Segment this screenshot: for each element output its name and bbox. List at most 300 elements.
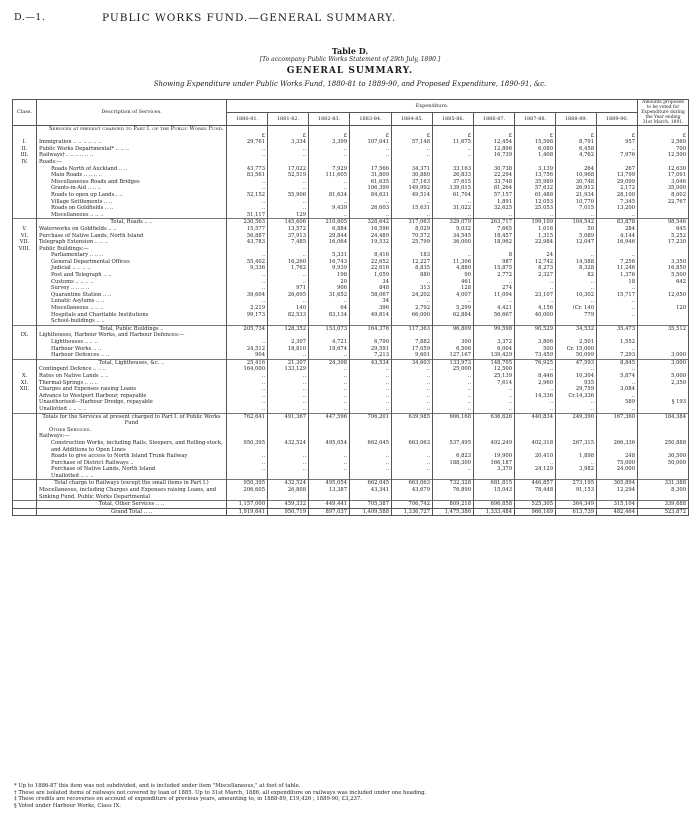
table-row [13, 179, 689, 186]
value-cell [515, 318, 556, 325]
table-row [13, 205, 689, 212]
value-cell: 8,328 [556, 265, 597, 272]
value-cell: 11,675 [433, 139, 474, 146]
value-cell: 8,845 [597, 359, 638, 366]
year-header: 1881-82. [268, 113, 309, 126]
value-cell: 188,300 [433, 460, 474, 467]
value-cell: 950,395 [227, 440, 268, 453]
value-cell: .. [433, 393, 474, 400]
class-cell [13, 466, 37, 473]
value-cell: .. [392, 460, 433, 467]
value-cell [392, 159, 433, 166]
table-row [13, 305, 689, 312]
value-cell: 1,552 [597, 339, 638, 346]
table-row [13, 285, 689, 292]
value-cell [309, 433, 350, 440]
value-cell: 23,107 [515, 292, 556, 299]
description-cell: Total, Other Services .. .. [37, 501, 227, 509]
value-cell: .. [268, 279, 309, 286]
value-cell: .. [350, 466, 392, 473]
class-cell [13, 133, 37, 140]
value-cell: 2,792 [392, 305, 433, 312]
class-cell [13, 406, 37, 413]
value-cell [556, 473, 597, 480]
value-cell: 16,743 [309, 259, 350, 266]
value-cell: 22,767 [638, 199, 689, 206]
table-row [13, 298, 689, 305]
value-cell [638, 406, 689, 413]
value-cell: 51,117 [227, 212, 268, 219]
value-cell: .. [227, 205, 268, 212]
value-cell: 19,532 [350, 239, 392, 246]
value-cell: 34 [350, 279, 392, 286]
value-cell [515, 427, 556, 434]
value-cell: 43,783 [227, 239, 268, 246]
value-cell: £ [638, 133, 689, 140]
value-cell: .. [433, 399, 474, 406]
description-cell: Unauthorised—Harbour Dredge, repayable [37, 399, 227, 406]
value-cell: .. [597, 298, 638, 305]
description-cell: Total, Roads .. .. [37, 219, 227, 226]
value-cell: .. [350, 406, 392, 413]
value-cell: 83,134 [309, 312, 350, 319]
value-cell: .. [350, 399, 392, 406]
value-cell: 55,402 [227, 259, 268, 266]
value-cell: 1,408 [515, 152, 556, 159]
value-cell [392, 126, 433, 133]
value-cell: .. [268, 199, 309, 206]
value-cell: 55,906 [268, 192, 309, 199]
value-cell: .. [556, 298, 597, 305]
description-cell: Totals for the Services at present charged to Part I. of Public Works Fund [37, 413, 227, 427]
class-cell: VII. [13, 239, 37, 246]
value-cell: 2,172 [597, 185, 638, 192]
value-cell [515, 246, 556, 253]
value-cell [350, 318, 392, 325]
value-cell: 49,814 [350, 312, 392, 319]
value-cell: 15,043 [474, 487, 515, 501]
value-cell: 1,336,727 [392, 508, 433, 516]
value-cell: 331,388 [638, 480, 689, 487]
value-cell: 104,542 [556, 219, 597, 226]
value-cell: .. [433, 152, 474, 159]
value-cell: 1,016 [515, 226, 556, 233]
value-cell [474, 246, 515, 253]
table-row [13, 487, 689, 501]
class-cell [13, 305, 37, 312]
value-cell: .. [309, 399, 350, 406]
value-cell [638, 473, 689, 480]
value-cell: 1,315 [515, 233, 556, 240]
value-cell [638, 126, 689, 133]
value-cell: 3,379 [474, 466, 515, 473]
value-cell [350, 332, 392, 339]
value-cell: 50 [556, 226, 597, 233]
value-cell: 935 [556, 380, 597, 387]
value-cell: 81,634 [309, 192, 350, 199]
value-cell: 3,372 [474, 339, 515, 346]
value-cell: £ [597, 133, 638, 140]
value-cell: 13,799 [597, 172, 638, 179]
value-cell [227, 126, 268, 133]
value-cell: 3,139 [515, 166, 556, 173]
value-cell: .. [309, 393, 350, 400]
table-row [13, 325, 689, 332]
value-cell: .. [515, 399, 556, 406]
value-cell: 13,756 [515, 172, 556, 179]
value-cell: .. [392, 146, 433, 153]
value-cell: .. [268, 373, 309, 380]
value-cell: 12,053 [515, 199, 556, 206]
value-cell: 13,200 [597, 205, 638, 212]
description-cell: Miscellaneous, including Charges and Expenses raising Loans, and Sinking Fund, Public Works Departmental [37, 487, 227, 501]
value-cell: 8 [474, 252, 515, 259]
class-cell [13, 393, 37, 400]
description-cell: Lunatic Asylums .. .. [37, 298, 227, 305]
value-cell: 30,748 [556, 179, 597, 186]
value-cell: 50,000 [638, 460, 689, 467]
value-cell: 24,489 [350, 233, 392, 240]
value-cell: £ [556, 133, 597, 140]
table-row [13, 199, 689, 206]
value-cell: 7,256 [597, 259, 638, 266]
value-cell: 99,598 [474, 325, 515, 332]
value-cell: 1,762 [268, 265, 309, 272]
value-cell: .. [474, 393, 515, 400]
value-cell: 3,000 [638, 359, 689, 366]
value-cell: 18 [597, 279, 638, 286]
value-cell: 779 [556, 312, 597, 319]
table-description: Showing Expenditure under Public Works Fund, 1880-81 to 1889-90, and Proposed Expenditure, 1890-91, &c. [153, 80, 547, 88]
value-cell: 21,934 [556, 192, 597, 199]
value-cell: 50,099 [556, 352, 597, 359]
value-cell: 24,202 [392, 292, 433, 299]
value-cell [309, 318, 350, 325]
value-cell [556, 159, 597, 166]
value-cell: 3,806 [515, 339, 556, 346]
value-cell [392, 332, 433, 339]
value-cell [392, 246, 433, 253]
value-cell [268, 332, 309, 339]
value-cell: 13,387 [309, 487, 350, 501]
value-cell: 206,605 [227, 487, 268, 501]
footnote: § Voted under Harbour Works, Class IX. [14, 802, 121, 809]
value-cell: 2,307 [268, 339, 309, 346]
value-cell: 613,739 [556, 508, 597, 516]
value-cell: 57,148 [392, 139, 433, 146]
value-cell: 9,439 [309, 205, 350, 212]
description-cell: Grand Total .. .. [37, 508, 227, 516]
value-cell: 128,352 [268, 325, 309, 332]
value-cell: .. [309, 460, 350, 467]
value-cell: Cr. 15,000 [556, 346, 597, 353]
footnotes [14, 783, 686, 809]
value-cell: .. [227, 380, 268, 387]
table-row [13, 159, 689, 166]
value-cell: 10,770 [556, 199, 597, 206]
value-cell [638, 159, 689, 166]
value-cell: 8,002 [638, 192, 689, 199]
value-cell: 2,350 [638, 380, 689, 387]
value-cell: £ [474, 133, 515, 140]
value-cell: .. [227, 399, 268, 406]
value-cell: 313 [392, 285, 433, 292]
value-cell: 16,596 [350, 226, 392, 233]
value-cell: 76,925 [515, 359, 556, 366]
value-cell [474, 433, 515, 440]
value-cell [268, 246, 309, 253]
value-cell: 267,315 [556, 440, 597, 453]
description-cell: Hospitals and Charitable Institutions [37, 312, 227, 319]
value-cell: .. [597, 406, 638, 413]
value-cell: 12,630 [638, 166, 689, 173]
value-cell: 99,173 [227, 312, 268, 319]
description-cell: Roads to give access to North Island Trunk Railway [37, 453, 227, 460]
value-cell: 6,790 [350, 339, 392, 346]
table-row [13, 139, 689, 146]
value-cell: .. [433, 252, 474, 259]
class-cell: II. [13, 146, 37, 153]
class-cell [13, 259, 37, 266]
value-cell [350, 473, 392, 480]
value-cell [227, 159, 268, 166]
value-cell: 25,139 [474, 373, 515, 380]
value-cell: .. [433, 466, 474, 473]
value-cell: 267 [597, 166, 638, 173]
value-cell: 6,884 [309, 226, 350, 233]
value-cell: 24 [515, 252, 556, 259]
value-cell: 66,000 [392, 312, 433, 319]
value-cell: 75,000 [597, 460, 638, 467]
value-cell: .. [227, 460, 268, 467]
class-cell [13, 292, 37, 299]
value-cell [556, 126, 597, 133]
value-cell: 2,560 [638, 139, 689, 146]
description-cell [37, 133, 227, 140]
value-cell: 166,187 [474, 460, 515, 467]
value-cell: 906 [309, 285, 350, 292]
value-cell: .. [556, 279, 597, 286]
value-cell: .. [392, 298, 433, 305]
value-cell: 164,000 [227, 366, 268, 373]
table-row [13, 239, 689, 246]
value-cell: 52,519 [268, 172, 309, 179]
value-cell: 25,416 [227, 359, 268, 366]
value-cell: 249,390 [556, 413, 597, 427]
value-cell: 7,614 [474, 380, 515, 387]
table-row [13, 292, 689, 299]
value-cell: 5,331 [309, 252, 350, 259]
value-cell: 58,067 [350, 292, 392, 299]
value-cell: .. [268, 298, 309, 305]
value-cell: .. [227, 279, 268, 286]
value-cell [433, 126, 474, 133]
value-cell: 199,109 [515, 219, 556, 226]
class-cell [13, 312, 37, 319]
class-cell [13, 359, 37, 366]
class-cell [13, 265, 37, 272]
value-cell: 91,153 [556, 487, 597, 501]
value-cell: .. [392, 199, 433, 206]
description-cell: Other Services. [37, 427, 227, 434]
description-cell: Public Buildings:— [37, 246, 227, 253]
value-cell [638, 246, 689, 253]
value-cell: .. [392, 399, 433, 406]
value-cell: 339,688 [638, 501, 689, 509]
value-cell: 4,721 [309, 339, 350, 346]
value-cell: .. [227, 339, 268, 346]
value-cell: 167,360 [597, 413, 638, 427]
table-row [13, 265, 689, 272]
class-cell [13, 427, 37, 434]
value-cell: (Cr. 140 [556, 305, 597, 312]
value-cell: .. [227, 185, 268, 192]
value-cell [638, 346, 689, 353]
value-cell [227, 318, 268, 325]
table-row [13, 366, 689, 373]
class-cell [13, 285, 37, 292]
value-cell [597, 126, 638, 133]
value-cell: 7,976 [597, 152, 638, 159]
table-row [13, 126, 689, 133]
description-cell: Roads on Goldfields .. .. [37, 205, 227, 212]
value-cell: 432,524 [268, 480, 309, 487]
value-cell: 4,007 [433, 292, 474, 299]
value-cell: 18,810 [268, 346, 309, 353]
value-cell: 8,300 [638, 487, 689, 501]
value-cell [638, 433, 689, 440]
value-cell: 31,652 [309, 292, 350, 299]
value-cell: 73,459 [515, 352, 556, 359]
table-id: Table D. [331, 46, 369, 56]
class-cell [13, 413, 37, 427]
year-header: 1882-83. [309, 113, 350, 126]
value-cell: .. [474, 386, 515, 393]
class-cell [13, 212, 37, 219]
class-cell [13, 339, 37, 346]
table-row [13, 433, 689, 440]
value-cell [638, 393, 689, 400]
value-cell: 18,457 [474, 233, 515, 240]
value-cell: 495,054 [309, 480, 350, 487]
table-body [13, 126, 689, 516]
value-cell: .. [268, 272, 309, 279]
value-cell: 32,625 [474, 205, 515, 212]
value-cell: 636,626 [474, 413, 515, 427]
value-cell: 365,894 [597, 480, 638, 487]
value-cell: £ [515, 133, 556, 140]
description-cell: Unallotted .. .. .. .. [37, 406, 227, 413]
value-cell [309, 126, 350, 133]
description-cell: Roads to open up Lands.. .. [37, 192, 227, 199]
table-row [13, 185, 689, 192]
value-cell: 662,045 [350, 480, 392, 487]
year-header: 1880-81. [227, 113, 268, 126]
value-cell: .. [350, 393, 392, 400]
page-title: PUBLIC WORKS FUND.—GENERAL SUMMARY. [102, 12, 397, 24]
description-cell: Main Roads .. .. .. .. [37, 172, 227, 179]
col-proposed-header: Amounts proposed to be voted for Expenditure during the Year ending 31st March, 1891. [638, 100, 689, 126]
value-cell: .. [474, 279, 515, 286]
value-cell: 5,252 [638, 233, 689, 240]
value-cell: 9,032 [433, 226, 474, 233]
value-cell: .. [268, 380, 309, 387]
value-cell: 645 [638, 226, 689, 233]
table-row [13, 272, 689, 279]
value-cell: .. [392, 373, 433, 380]
value-cell: .. [433, 212, 474, 219]
description-cell: Miscellaneous Roads and Bridges [37, 179, 227, 186]
class-cell [13, 126, 37, 133]
value-cell: .. [350, 453, 392, 460]
value-cell: 1,059 [350, 272, 392, 279]
value-cell [433, 332, 474, 339]
table-row [13, 359, 689, 366]
value-cell: .. [227, 466, 268, 473]
description-cell: Railways:— [37, 433, 227, 440]
value-cell: 491,367 [268, 413, 309, 427]
value-cell: .. [227, 252, 268, 259]
value-cell: 7,485 [268, 239, 309, 246]
class-cell: III. [13, 152, 37, 159]
value-cell: 107,041 [350, 139, 392, 146]
value-cell: .. [227, 285, 268, 292]
class-cell [13, 185, 37, 192]
value-cell: £ [268, 133, 309, 140]
value-cell: .. [515, 279, 556, 286]
value-cell: 3,334 [268, 139, 309, 146]
value-cell: 12,500 [474, 366, 515, 373]
value-cell: 133,973 [433, 359, 474, 366]
value-cell: .. [392, 366, 433, 373]
class-cell [13, 453, 37, 460]
value-cell: 482,464 [597, 508, 638, 516]
value-cell: .. [597, 380, 638, 387]
value-cell: .. [515, 366, 556, 373]
description-cell: Roads North of Auckland .. .. [37, 166, 227, 173]
value-cell [556, 433, 597, 440]
value-cell [638, 212, 689, 219]
value-cell: 29,844 [309, 233, 350, 240]
table-row [13, 508, 689, 516]
table-row [13, 259, 689, 266]
value-cell: 25,053 [515, 205, 556, 212]
value-cell: .. [474, 298, 515, 305]
value-cell: 139,015 [433, 185, 474, 192]
description-cell: Miscellaneous .. .. .. [37, 305, 227, 312]
value-cell [515, 473, 556, 480]
table-row [13, 406, 689, 413]
value-cell: 1,898 [556, 453, 597, 460]
col-expenditure-header: Expenditure. [227, 100, 638, 113]
value-cell: .. [268, 185, 309, 192]
class-cell [13, 460, 37, 467]
value-cell: 809,218 [433, 501, 474, 509]
value-cell: .. [309, 386, 350, 393]
value-cell [392, 318, 433, 325]
value-cell: 523,872 [638, 508, 689, 516]
class-cell: X. [13, 373, 37, 380]
value-cell: 971 [268, 285, 309, 292]
value-cell: 904 [227, 352, 268, 359]
class-cell [13, 279, 37, 286]
table-row [13, 460, 689, 467]
value-cell: 18,962 [474, 239, 515, 246]
value-cell [309, 332, 350, 339]
class-cell [13, 480, 37, 487]
value-cell: 140 [268, 305, 309, 312]
value-cell: 37,615 [433, 179, 474, 186]
